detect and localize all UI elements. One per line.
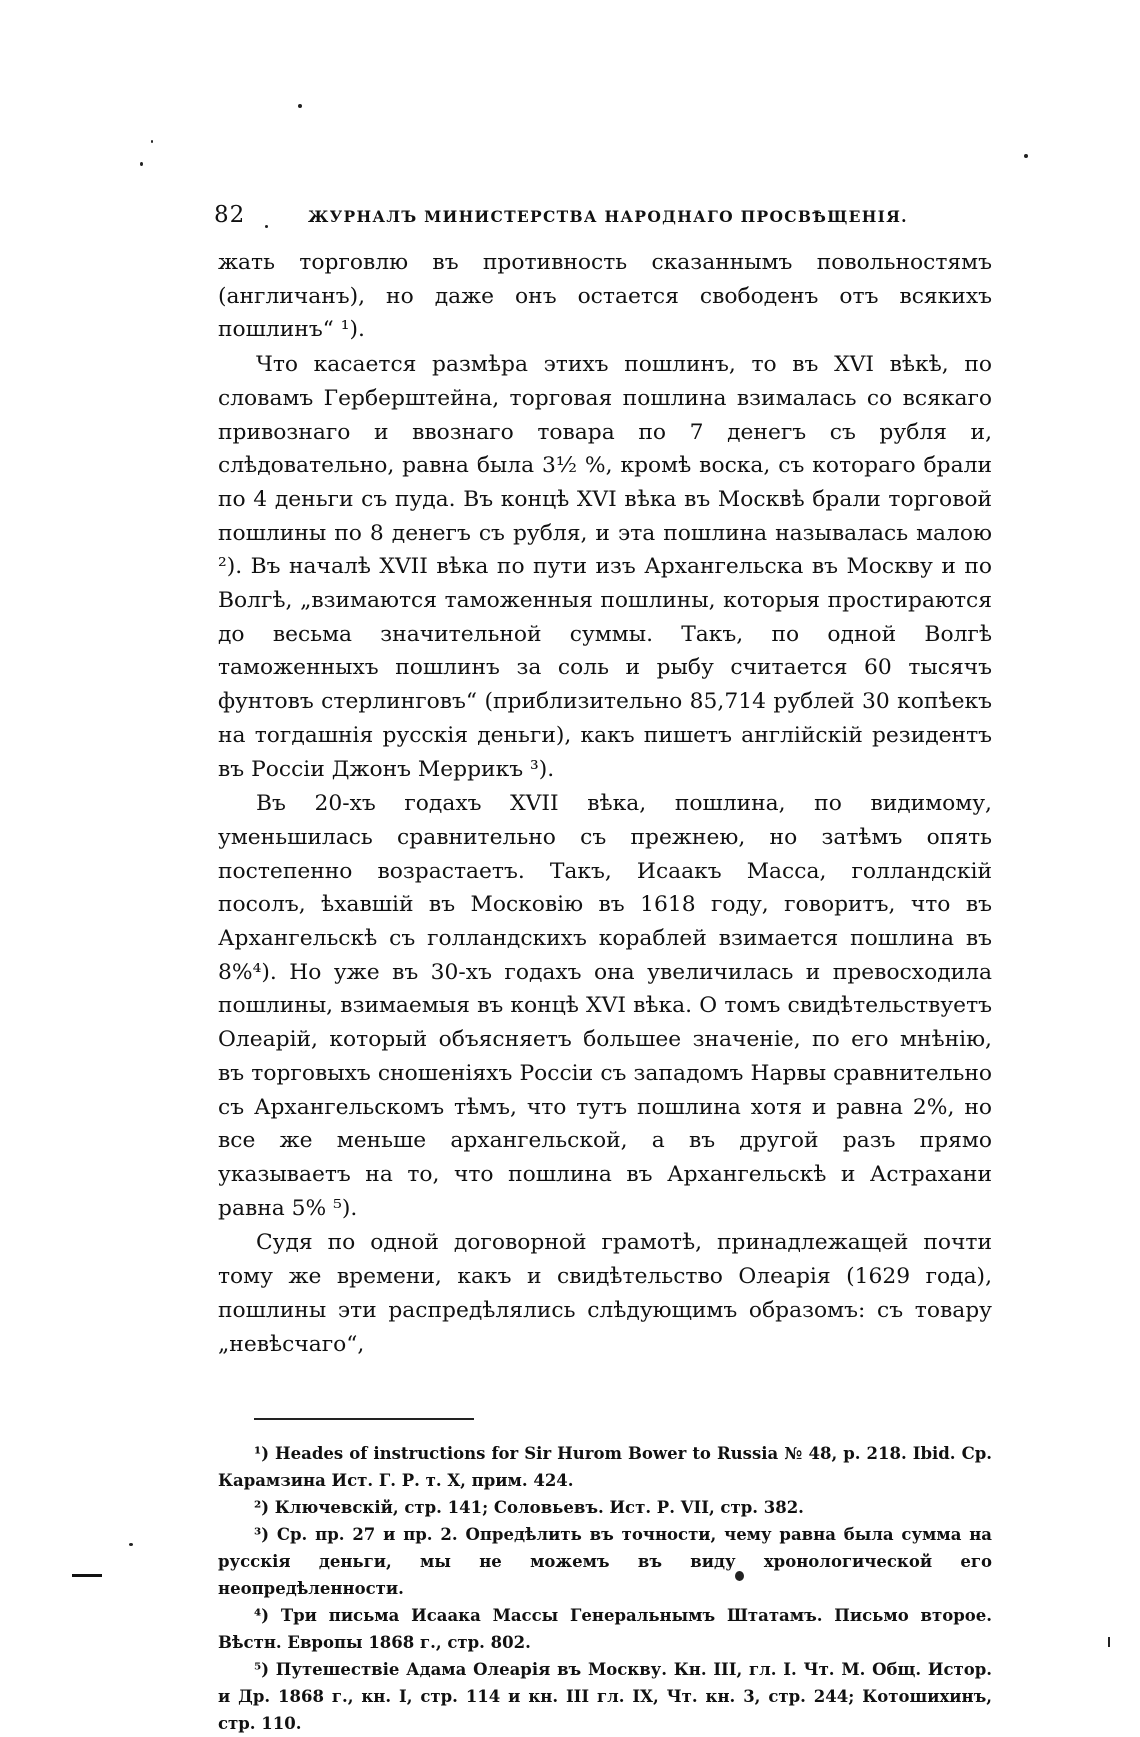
footnotes xyxy=(218,1440,992,1737)
scan-speck xyxy=(140,162,143,166)
scan-speck xyxy=(1024,154,1028,158)
scan-mark xyxy=(72,1574,102,1577)
footnote: ²) Ключевскій, стр. 141; Соловьевъ. Ист. Р. VII, стр. 382. xyxy=(254,1498,804,1518)
footnote-divider xyxy=(254,1418,474,1420)
paragraph: Судя по одной договорной грамотѣ, принадлежащей почти тому же времени, какъ и свидѣтельство Олеарія (1629 года), пошлины эти распредѣлялись слѣдующимъ образомъ: съ товару „невѣсчаго“, xyxy=(218,1230,992,1357)
paragraph: Въ 20-хъ годахъ XVII вѣка, пошлина, по видимому, уменьшилась сравнительно съ прежнею, но затѣмъ опять постепенно возрастаетъ. Такъ, Исаакъ Масса, голландскій посолъ, ѣхавшій въ Московію въ 1618 году, говоритъ, что въ Архангельскѣ съ голландскихъ кораблей взимается пошлина въ 8%⁴). Но уже въ 30-хъ годахъ она увеличилась и превосходила пошлины, взимаемыя въ концѣ XVI вѣка. О томъ свидѣтельствуетъ Олеарій, который объясняетъ большее значеніе, по его мнѣнію, въ торговыхъ сношеніяхъ Россіи съ западомъ Нарвы сравнительно съ Архангельскомъ тѣмъ, что тутъ пошлина хотя и равна 2%, но все же меньше архангельской, а въ другой разъ прямо указываетъ на то, что пошлина въ Архангельскѣ и Астрахани равна 5% ⁵). xyxy=(218,791,992,1221)
scan-speck xyxy=(129,1543,133,1546)
footnote: ⁴) Три письма Исаака Массы Генеральнымъ Штатамъ. Письмо второе. Вѣстн. Европы 1868 г., стр. 802. xyxy=(218,1606,992,1653)
body-text xyxy=(218,246,992,1361)
page xyxy=(214,202,992,1737)
page-number: 82 xyxy=(214,202,246,228)
scan-speck xyxy=(151,140,153,143)
scan-speck xyxy=(298,104,302,108)
footnote: ⁵) Путешествіе Адама Олеарія въ Москву. Кн. III, гл. I. Чт. М. Общ. Истор. и Др. 1868 г., кн. I, стр. 114 и кн. III гл. IX, Чт. кн. 3, стр. 244; Котошихинъ, стр. 110. xyxy=(218,1660,992,1734)
scan-speck xyxy=(1108,1637,1110,1647)
paragraph: жать торговлю въ противность сказаннымъ повольностямъ (англичанъ), но даже онъ остается свободенъ отъ всякихъ пошлинъ“ ¹). xyxy=(218,250,992,343)
paragraph: Что касается размѣра этихъ пошлинъ, то въ XVI вѣкѣ, по словамъ Герберштейна, торговая пошлина взималась со всякаго привознаго и ввознаго товара по 7 денегъ съ рубля и, слѣдовательно, равна была 3½ %, кромѣ воска, съ котораго брали по 4 деньги съ пуда. Въ концѣ XVI вѣка въ Москвѣ брали торговой пошлины по 8 денегъ съ рубля, и эта пошлина называлась малою ²). Въ началѣ XVII вѣка по пути изъ Архангельска въ Москву и по Волгѣ, „взимаются таможенныя пошлины, которыя простираются до весьма значительной суммы. Такъ, по одной Волгѣ таможенныхъ пошлинъ за соль и рыбу считается 60 тысячъ фунтовъ стерлинговъ“ (приблизительно 85,714 рублей 30 копѣекъ на тогдашнія русскія деньги), какъ пишетъ англійскій резидентъ въ Россіи Джонъ Меррикъ ³). xyxy=(218,352,992,782)
footnote: ¹) Heades of instructions for Sir Hurom Bower to Russia № 48, p. 218. Ibid. Ср. Карамзина Ист. Г. Р. т. X, прим. 424. xyxy=(218,1444,992,1491)
footnote: ³) Ср. пр. 27 и пр. 2. Опредѣлить въ точности, чему равна была сумма на русскія деньги, мы не можемъ въ виду хронологической его неопредѣленности. xyxy=(218,1525,992,1599)
journal-title: ЖУРНАЛЪ МИНИСТЕРСТВА НАРОДНАГО ПРОСВѢЩЕНІЯ. xyxy=(308,207,908,226)
running-header xyxy=(214,202,992,232)
